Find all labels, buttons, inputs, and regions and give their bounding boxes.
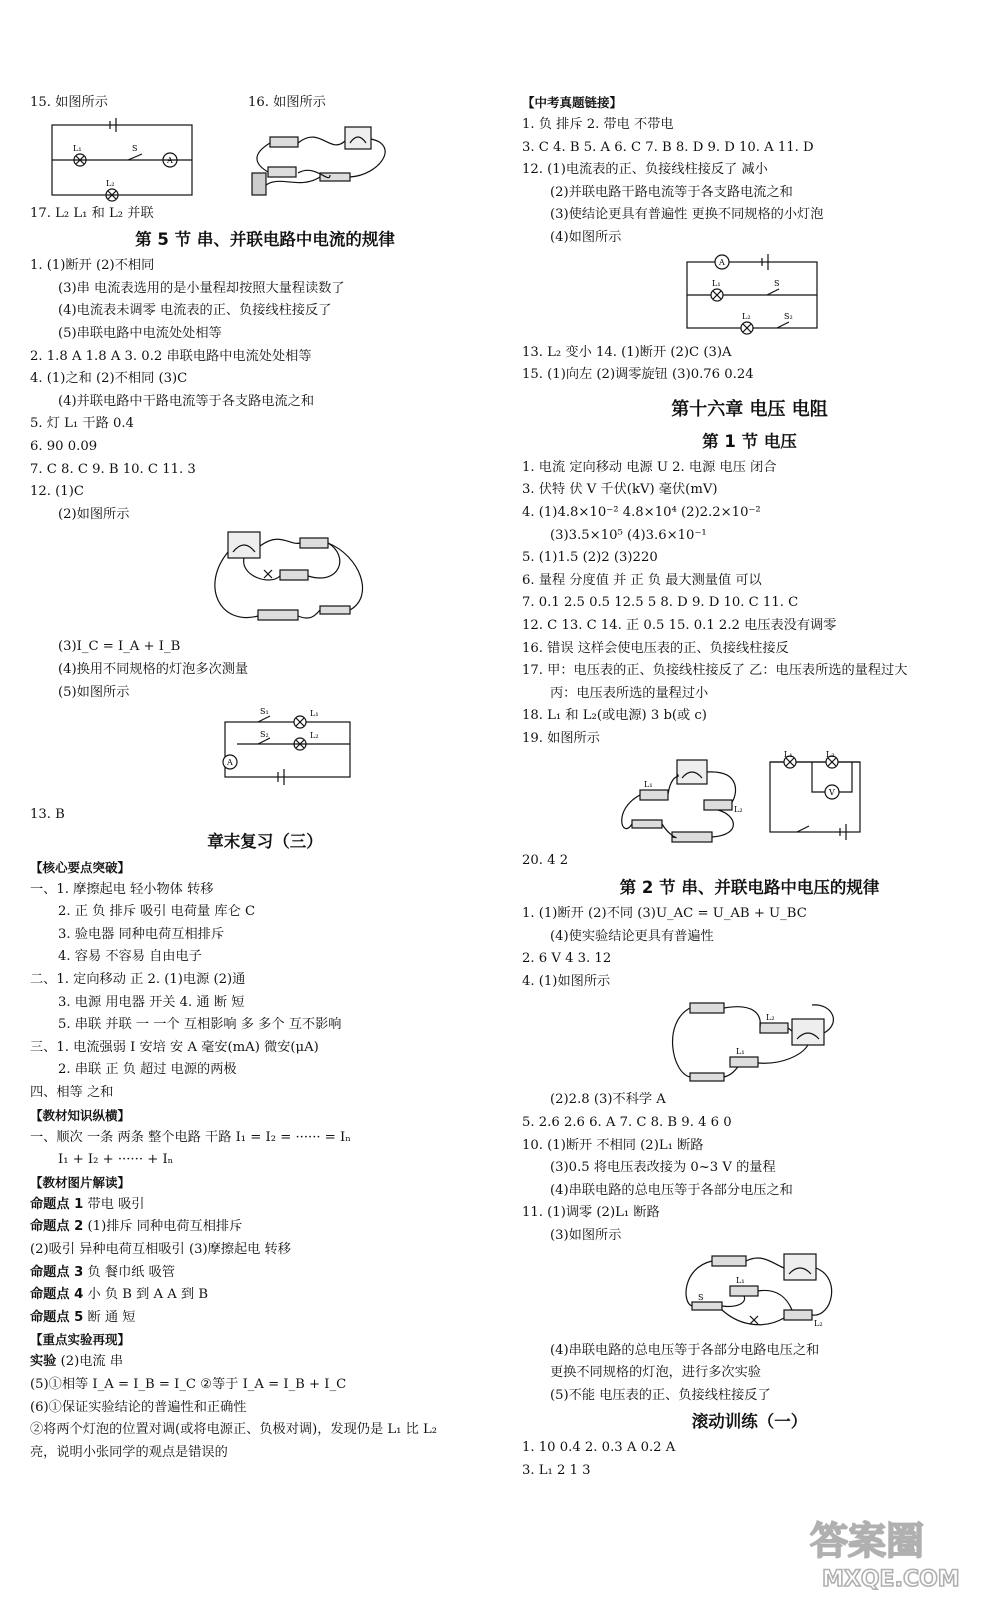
review-item <box>30 1419 500 1442</box>
s5-line: (2)如图所示 <box>58 506 130 522</box>
s1-line: (3)3.5×10⁵ (4)3.6×10⁻¹ <box>550 527 707 543</box>
zk-after: 13. L₂ 变小 14. (1)断开 (2)C (3)A <box>522 344 732 360</box>
item-key: 命题点 4 <box>30 1287 84 1303</box>
figure-s1-q19 <box>522 750 977 850</box>
label-a: A <box>719 257 725 267</box>
s1-title: 第 1 节 电压 <box>702 431 797 451</box>
section5-title: 第 5 节 串、并联电路中电流的规律 <box>135 230 395 250</box>
item-text: 小 负 B 到 A A 到 B <box>83 1287 209 1303</box>
s2-after: 5. 2.6 2.6 6. A 7. C 8. B 9. 4 6 0 <box>522 1115 732 1131</box>
review-line: 一、1. 摩擦起电 轻小物体 转移 <box>30 881 214 897</box>
review-line: 3. 电源 用电器 开关 4. 通 断 短 <box>58 994 245 1010</box>
s1-line: 5. (1)1.5 (2)2 (3)220 <box>522 550 658 566</box>
s2-line: 2. 6 V 4 3. 12 <box>522 951 612 967</box>
s2-after2: 更换不同规格的灯泡，进行多次实验 <box>550 1365 761 1381</box>
label-s: S <box>774 278 780 288</box>
s1-line: 17. 甲：电压表的正、负接线柱接反了 乙：电压表所选的量程过大 <box>522 663 908 679</box>
review-title: 章末复习（三） <box>207 831 323 851</box>
s2-after: (3)0.5 将电压表改接为 0~3 V 的量程 <box>550 1160 776 1176</box>
label-l2: L₂ <box>106 178 115 188</box>
s1-line: 12. C 13. C 14. 正 0.5 15. 0.1 2.2 电压表没有调零 <box>522 617 837 633</box>
review-item <box>30 1442 500 1465</box>
item-text: (6)①保证实验结论的普遍性和正确性 <box>30 1399 247 1415</box>
s2-line: (4)使实验结论更具有普遍性 <box>550 928 714 944</box>
s5-line: (4)电流表未调零 电流表的正、负接线柱接反了 <box>58 303 332 319</box>
label-l2: L₂ <box>766 1013 775 1023</box>
figure-s2-q11 <box>522 1248 977 1340</box>
review-item <box>30 1307 500 1330</box>
label-s: S <box>698 1292 704 1302</box>
s5-line: 12. (1)C <box>30 484 84 500</box>
review-line: 三、1. 电流强弱 I 安培 安 A 毫安(mA) 微安(μA) <box>30 1039 319 1055</box>
s5-line: (3)串 电流表选用的是小量程却按照大量程读数了 <box>58 280 345 296</box>
review-item <box>30 1374 500 1397</box>
item-key: 命题点 2 <box>30 1219 84 1235</box>
label-s1: S₁ <box>260 707 269 717</box>
review-line: 3. 验电器 同种电荷互相排斥 <box>58 926 225 942</box>
zk-head: 【中考真题链接】 <box>522 95 623 110</box>
site-watermark-logo <box>800 1512 980 1592</box>
label-l1: L₁ <box>736 1275 745 1285</box>
s1-line: 6. 量程 分度值 并 正 负 最大测量值 可以 <box>522 572 762 588</box>
q15-16-row <box>30 92 500 115</box>
review-line: 4. 容易 不容易 自由电子 <box>58 949 202 965</box>
s2-line: 1. (1)断开 (2)不同 (3)U_AC = U_AB + U_BC <box>522 906 807 922</box>
roll-title: 滚动训练（一） <box>691 1412 808 1432</box>
wiring-diagram <box>522 1248 977 1340</box>
label-l1: L₁ <box>644 780 653 790</box>
s1-line: 19. 如图所示 <box>522 730 600 746</box>
label-l2: L₂ <box>742 311 751 321</box>
review-item <box>30 1239 500 1262</box>
circuit-diagram <box>30 704 500 804</box>
s5-line: 6. 90 0.09 <box>30 438 98 454</box>
zk-line: (2)并联电路干路电流等于各支路电流之和 <box>550 184 793 200</box>
s5-line: 7. C 8. C 9. B 10. C 11. 3 <box>30 461 196 477</box>
s1-after: 20. 4 2 <box>522 853 569 869</box>
review-line: 2. 正 负 排斥 吸引 电荷量 库仑 C <box>58 904 256 920</box>
review-line: 一、顺次 一条 两条 整个电路 干路 I₁ = I₂ = ······ = Iₙ <box>30 1129 351 1145</box>
svg-text:答案圈: 答案圈 <box>810 1519 925 1563</box>
item-key: 实验 <box>30 1354 57 1370</box>
label-l1: L₁ <box>736 1047 745 1057</box>
s2-after: (3)如图所示 <box>550 1228 622 1243</box>
review-line: 四、相等 之和 <box>30 1085 114 1101</box>
item-text: 亮，说明小张同学的观点是错误的 <box>30 1444 228 1460</box>
left-column <box>30 92 500 1464</box>
label-l2: L₂ <box>826 750 835 760</box>
s2-after2: (4)串联电路的总电压等于各部分电路电压之和 <box>550 1342 820 1358</box>
figure-s5-q12-wiring <box>30 526 500 636</box>
s5-line: 1. (1)断开 (2)不相同 <box>30 258 155 274</box>
zk-line: 1. 负 排斥 2. 带电 不带电 <box>522 117 674 132</box>
roll-line: 1. 10 0.4 2. 0.3 A 0.2 A <box>522 1440 676 1456</box>
review-item <box>30 1216 500 1239</box>
figure-q15-q16 <box>30 115 500 203</box>
circuit-diagram <box>522 250 977 342</box>
review-line: I₁ + I₂ + ······ + Iₙ <box>58 1152 174 1168</box>
s1-line: 16. 错误 这样会使电压表的正、负接线柱接反 <box>522 640 789 656</box>
q16-label: 16. 如图所示 <box>248 95 326 110</box>
zk-line: 12. (1)电流表的正、负接线柱接反了 减小 <box>522 162 768 178</box>
wiring-diagram <box>522 993 977 1089</box>
item-text: (2)电流 串 <box>56 1354 124 1370</box>
s1-line: 3. 伏特 伏 V 千伏(kV) 毫伏(mV) <box>522 482 718 498</box>
label-l1: L₁ <box>712 278 721 288</box>
q15-label: 15. 如图所示 <box>30 95 108 110</box>
review-item <box>30 1194 500 1217</box>
review-head-pictures: 【教材图片解读】 <box>30 1174 131 1190</box>
label-l2: L₂ <box>310 731 319 741</box>
s1-line: 18. L₁ 和 L₂(或电源) 3 b(或 c) <box>522 708 707 724</box>
item-text: ②将两个灯泡的位置对调(或将电源正、负极对调)，发现仍是 L₁ 比 L₂ <box>30 1422 438 1438</box>
label-a: A <box>227 758 233 768</box>
chapter16-title: 第十六章 电压 电阻 <box>671 398 828 420</box>
figure-s5-q12-circuit <box>30 704 500 804</box>
q17: 17. L₂ L₁ 和 L₂ 并联 <box>30 205 154 221</box>
s5-line: 2. 1.8 A 1.8 A 3. 0.2 串联电路中电流处处相等 <box>30 348 312 364</box>
item-text: (2)吸引 异种电荷互相吸引 (3)摩擦起电 转移 <box>30 1242 291 1257</box>
item-key: 命题点 5 <box>30 1309 84 1325</box>
s5-after: (4)换用不同规格的灯泡多次测量 <box>58 661 249 677</box>
s1-line: 4. (1)4.8×10⁻² 4.8×10⁴ (2)2.2×10⁻² <box>522 504 761 520</box>
s5-line: 5. 灯 L₁ 干路 0.4 <box>30 416 134 432</box>
item-key: 命题点 1 <box>30 1196 84 1212</box>
q13: 13. B <box>30 807 65 823</box>
item-text: (1)排斥 同种电荷互相排斥 <box>83 1219 243 1235</box>
review-line: 5. 串联 并联 一 一个 互相影响 多 多个 互不影响 <box>58 1017 342 1033</box>
s5-after: (5)如图所示 <box>58 684 130 700</box>
zk-after: 15. (1)向左 (2)调零旋钮 (3)0.76 0.24 <box>522 367 754 383</box>
item-text: 带电 吸引 <box>83 1196 145 1212</box>
s2-after: (2)2.8 (3)不科学 A <box>550 1092 666 1108</box>
label-v: V <box>829 788 835 798</box>
zk-line: (3)使结论更具有普遍性 更换不同规格的小灯泡 <box>550 207 824 223</box>
figure-zk-q12 <box>522 250 977 342</box>
label-l2: L₂ <box>814 1318 823 1328</box>
s5-line: (4)并联电路中干路电流等于各支路电流之和 <box>58 393 315 409</box>
review-item <box>30 1397 500 1420</box>
review-head-experiment: 【重点实验再现】 <box>30 1332 131 1348</box>
label-l1: L₁ <box>310 709 319 719</box>
label-l2: L₂ <box>734 805 743 815</box>
s2-after: 10. (1)断开 不相同 (2)L₁ 断路 <box>522 1137 704 1153</box>
s1-line: 丙：电压表所选的量程过小 <box>550 685 709 701</box>
item-text: 断 通 短 <box>83 1309 136 1325</box>
review-head-knowledge: 【教材知识纵横】 <box>30 1107 131 1123</box>
right-column <box>522 92 977 1483</box>
wiring-diagram <box>30 526 500 636</box>
svg-text:MXQE.COM: MXQE.COM <box>822 1567 960 1592</box>
circuit-and-wiring <box>522 750 977 850</box>
zk-line: (4)如图所示 <box>550 229 622 245</box>
s2-after: 11. (1)调零 (2)L₁ 断路 <box>522 1205 660 1221</box>
review-line: 2. 串联 正 负 超过 电源的两极 <box>58 1062 237 1078</box>
label-l1: L₁ <box>784 750 793 760</box>
item-text: 负 餐巾纸 吸管 <box>83 1264 176 1280</box>
roll-line: 3. L₁ 2 1 3 <box>522 1462 591 1478</box>
label-s2: S₂ <box>260 730 269 740</box>
s1-line: 1. 电流 定向移动 电源 U 2. 电源 电压 闭合 <box>522 459 777 475</box>
s2-after2: (5)不能 电压表的正、负接线柱接反了 <box>550 1387 771 1403</box>
figure-s2-q4 <box>522 993 977 1089</box>
s1-line: 7. 0.1 2.5 0.5 12.5 5 8. D 9. D 10. C 11. C <box>522 595 799 611</box>
label-s2: S₂ <box>784 311 793 321</box>
s5-line: 4. (1)之和 (2)不相同 (3)C <box>30 371 188 387</box>
s2-line: 4. (1)如图所示 <box>522 973 611 989</box>
s2-after: (4)串联电路的总电压等于各部分电压之和 <box>550 1182 793 1198</box>
label-a: A <box>167 155 173 165</box>
review-item <box>30 1262 500 1285</box>
item-text: (5)①相等 I_A = I_B = I_C ②等于 I_A = I_B + I_C <box>30 1376 347 1392</box>
review-line: 二、1. 定向移动 正 2. (1)电源 (2)通 <box>30 972 246 988</box>
section5-body <box>30 255 500 526</box>
review-head-core: 【核心要点突破】 <box>30 859 131 875</box>
item-key: 命题点 3 <box>30 1264 84 1280</box>
zk-line: 3. C 4. B 5. A 6. C 7. B 8. D 9. D 10. A 11. D <box>522 139 814 155</box>
s5-line: (5)串联电路中电流处处相等 <box>58 325 222 341</box>
label-l1: L₁ <box>73 143 82 153</box>
s5-after: (3)I_C = I_A + I_B <box>58 639 181 655</box>
s2-title: 第 2 节 串、并联电路中电压的规律 <box>619 878 880 898</box>
review-item <box>30 1284 500 1307</box>
label-s: S <box>132 143 138 153</box>
circuit-q15 <box>30 115 500 203</box>
review-item <box>30 1351 500 1374</box>
